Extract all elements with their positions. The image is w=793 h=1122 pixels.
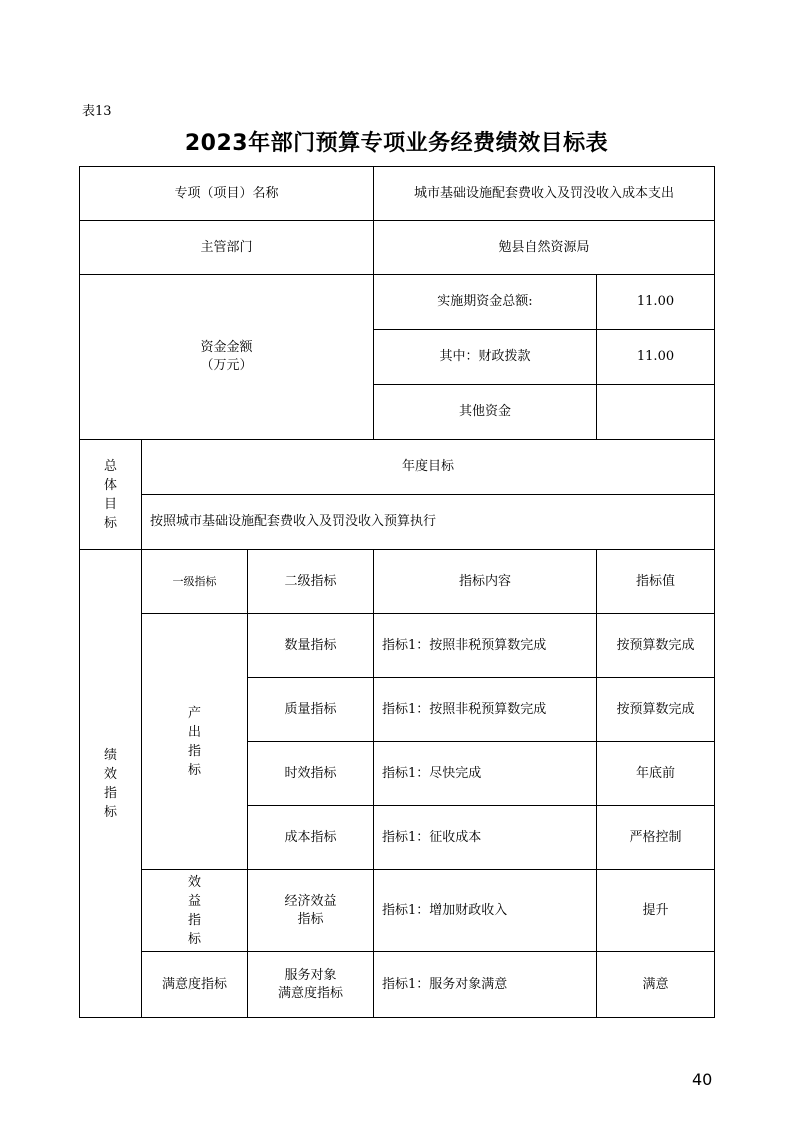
satisfaction-value: 满意 bbox=[597, 952, 715, 1018]
row-level2: 数量指标 bbox=[248, 614, 374, 678]
performance-label: 绩效指标 bbox=[80, 550, 142, 1018]
row-level2: 成本指标 bbox=[248, 806, 374, 870]
department-row bbox=[80, 221, 715, 275]
funds-other-label: 其他资金 bbox=[374, 385, 597, 440]
row-content: 指标1：征收成本 bbox=[374, 806, 597, 870]
header-value: 指标值 bbox=[597, 550, 715, 614]
satisfaction-row bbox=[80, 952, 715, 1018]
row-content: 指标1：按照非税预算数完成 bbox=[374, 678, 597, 742]
funds-label-line1: 资金金额 bbox=[200, 340, 253, 355]
output-label: 产出指标 bbox=[142, 614, 248, 870]
header-level1: 一级指标 bbox=[142, 550, 248, 614]
performance-target-table bbox=[79, 166, 715, 1018]
funds-total-value: 11.00 bbox=[597, 275, 715, 330]
project-label: 专项（项目）名称 bbox=[80, 167, 374, 221]
annual-target-text: 按照城市基础设施配套费收入及罚没收入预算执行 bbox=[142, 495, 715, 550]
row-content: 指标1：按照非税预算数完成 bbox=[374, 614, 597, 678]
benefit-content: 指标1：增加财政收入 bbox=[374, 870, 597, 952]
department-label: 主管部门 bbox=[80, 221, 374, 275]
overall-header-row bbox=[80, 440, 715, 495]
annual-target-header: 年度目标 bbox=[142, 440, 715, 495]
benefit-label: 效益指标 bbox=[142, 870, 248, 952]
satisfaction-level2: 服务对象 满意度指标 bbox=[248, 952, 374, 1018]
funds-fiscal-value: 11.00 bbox=[597, 330, 715, 385]
satisfaction-label: 满意度指标 bbox=[142, 952, 248, 1018]
overall-label: 总体目标 bbox=[80, 440, 142, 550]
project-value: 城市基础设施配套费收入及罚没收入成本支出 bbox=[374, 167, 715, 221]
document-title: 2023年部门预算专项业务经费绩效目标表 bbox=[184, 131, 609, 156]
row-value: 按预算数完成 bbox=[597, 678, 715, 742]
overall-text-row bbox=[80, 495, 715, 550]
header-content: 指标内容 bbox=[374, 550, 597, 614]
benefit-value: 提升 bbox=[597, 870, 715, 952]
row-content: 指标1：尽快完成 bbox=[374, 742, 597, 806]
page-number: 40 bbox=[692, 1070, 713, 1089]
row-value: 年底前 bbox=[597, 742, 715, 806]
row-level2: 质量指标 bbox=[248, 678, 374, 742]
table-label: 表13 bbox=[82, 104, 112, 119]
table-row bbox=[80, 614, 715, 678]
department-value: 勉县自然资源局 bbox=[374, 221, 715, 275]
row-value: 按预算数完成 bbox=[597, 614, 715, 678]
funds-fiscal-label: 其中：财政拨款 bbox=[374, 330, 597, 385]
header-level2: 二级指标 bbox=[248, 550, 374, 614]
satisfaction-content: 指标1：服务对象满意 bbox=[374, 952, 597, 1018]
funds-other-value bbox=[597, 385, 715, 440]
funds-total-row bbox=[80, 275, 715, 330]
funds-total-label: 实施期资金总额: bbox=[374, 275, 597, 330]
funds-label bbox=[80, 275, 374, 440]
benefit-row bbox=[80, 870, 715, 952]
indicator-header-row bbox=[80, 550, 715, 614]
project-row bbox=[80, 167, 715, 221]
benefit-level2: 经济效益 指标 bbox=[248, 870, 374, 952]
row-level2: 时效指标 bbox=[248, 742, 374, 806]
funds-label-line2: （万元） bbox=[200, 358, 253, 373]
row-value: 严格控制 bbox=[597, 806, 715, 870]
